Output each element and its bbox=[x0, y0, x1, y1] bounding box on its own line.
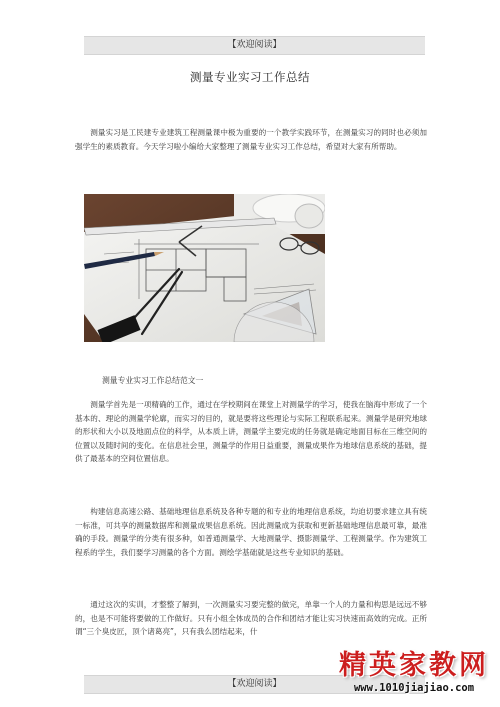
welcome-banner-bottom: 【欢迎阅读】 bbox=[84, 675, 425, 694]
watermark-logo: 精英家教网 bbox=[339, 650, 489, 681]
welcome-banner-top: 【欢迎阅读】 bbox=[84, 36, 425, 55]
site-watermark bbox=[334, 650, 494, 695]
article-photo bbox=[84, 194, 325, 342]
watermark-url: www.1010jiajiao.com bbox=[353, 682, 475, 694]
body-paragraph-1: 测量学首先是一项精确的工作，通过在学校期间在课堂上对测量学的学习，使我在脑海中形成了一个基本的、理论的测量学轮廓，而实习的目的，就是要将这些理论与实际工程联系起来。测量学是研究地球的形状和大小以及地面点位的科学，从本质上讲，测量学主要完成的任务就是确定地面目标在三维空间的位置以及随时间的变化。在信息社会里，测量学的作用日益重要，测量成果作为地球信息系统的基础，提供了最基本的空间位置信息。 bbox=[75, 400, 427, 464]
page-title: 测量专业实习工作总结 bbox=[190, 70, 310, 84]
body-paragraph-3: 通过这次的实训，才整整了解到，一次测量实习要完整的做完，单靠一个人的力量和构思是远远不够的，也是不可能将要做的工作做好。只有小组全体成员的合作和团结才能让实习快速而高效的完成。正所谓“三个臭皮匠，顶个诸葛亮”，只有我么团结起来，什 bbox=[75, 600, 427, 637]
drafting-tools-illustration bbox=[84, 194, 325, 342]
section-heading: 测量专业实习工作总结范文一 bbox=[102, 376, 204, 385]
intro-paragraph: 测量实习是工民建专业建筑工程测量课中极为重要的一个教学实践环节，在测量实习的同时也必须加强学生的素质教育。今天学习啦小编给大家整理了测量专业实习工作总结，希望对大家有所帮助。 bbox=[75, 128, 427, 151]
body-paragraph-2: 构建信息高速公路、基础地理信息系统及各种专题的和专业的地理信息系统，均迫切要求建立具有统一标准，可共享的测量数据库和测量成果信息系统。因此测量成为获取和更新基础地理信息最可靠，最准确的手段。测量学的分类有很多种，如普通测量学、大地测量学、摄影测量学、工程测量学。作为建筑工程系的学生，我们要学习测量的各个方面。测绘学基础就是这些专业知识的基础。 bbox=[75, 507, 427, 557]
